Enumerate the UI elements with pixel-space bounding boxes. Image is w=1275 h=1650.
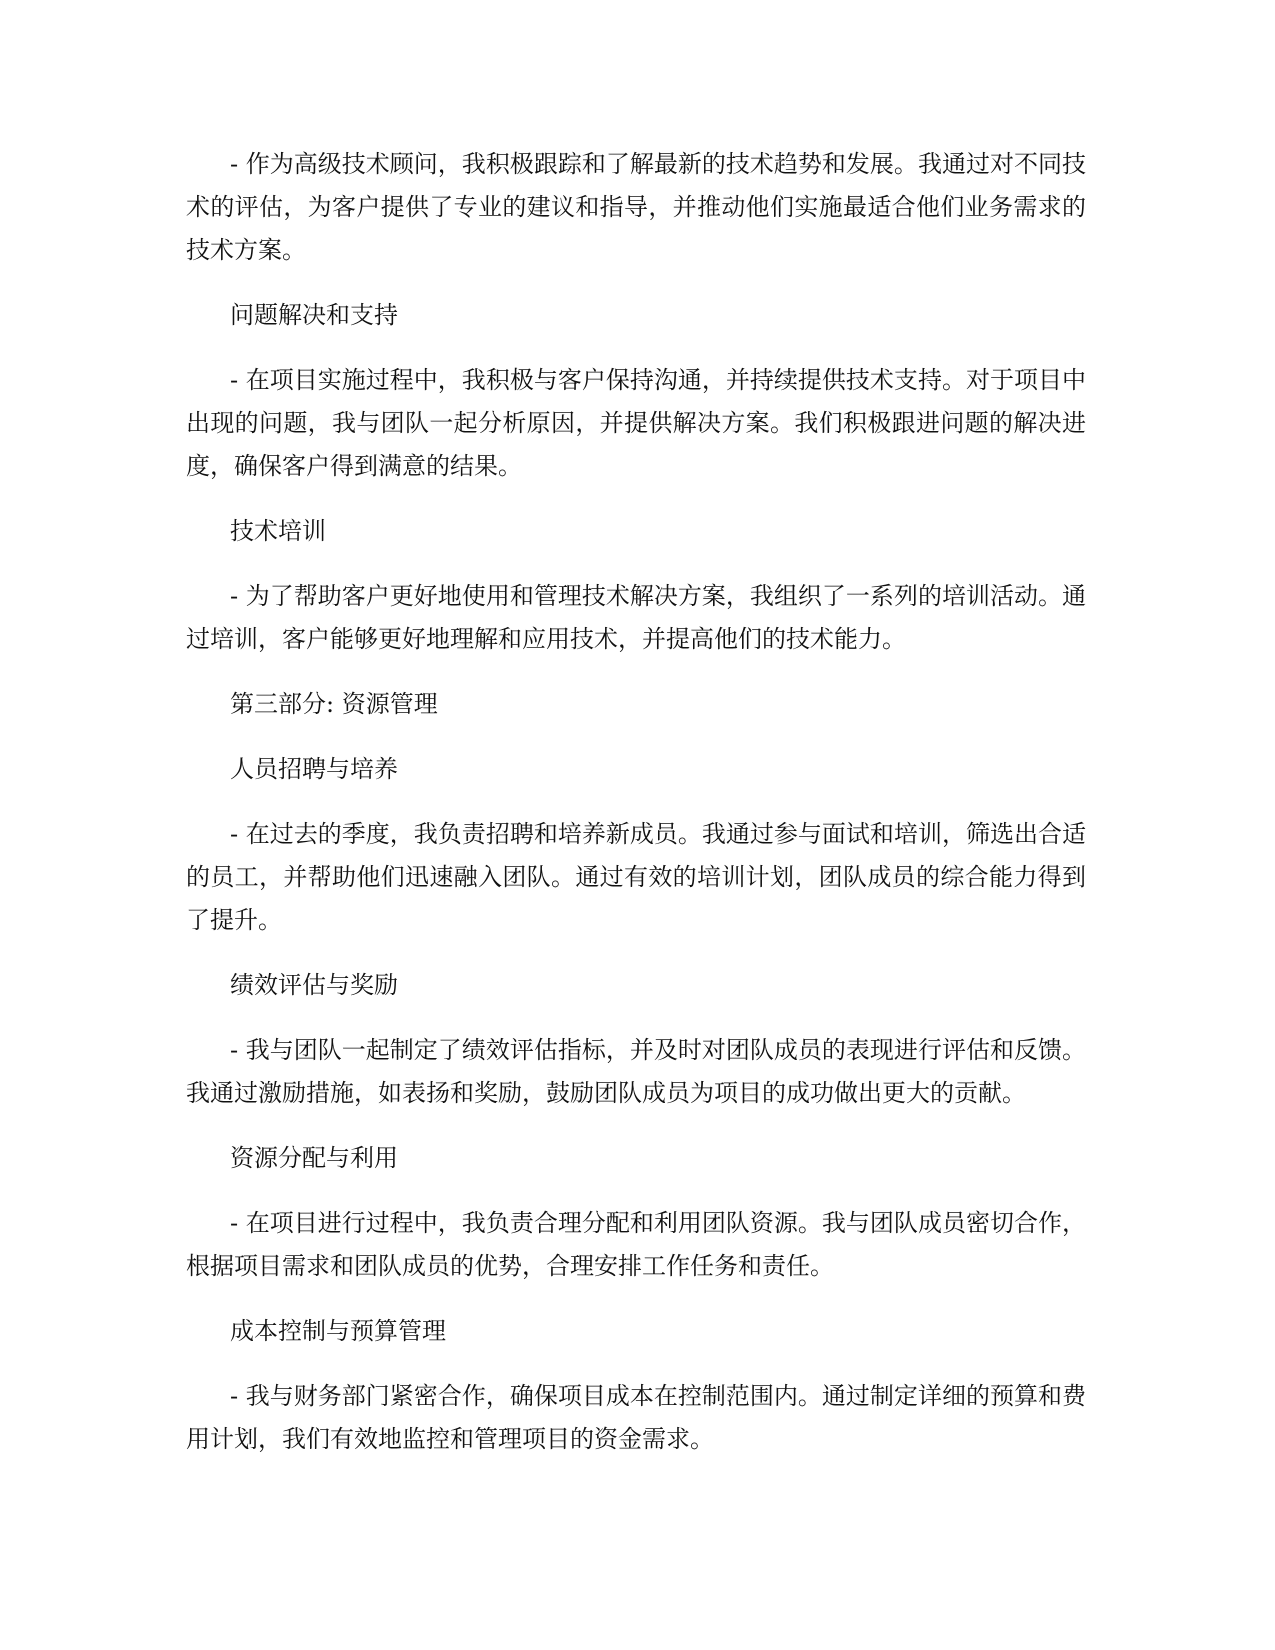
paragraph-problem-solving: - 在项目实施过程中，我积极与客户保持沟通，并持续提供技术支持。对于项目中出现的问题，我与团队一起分析原因，并提供解决方案。我们积极跟进问题的解决进度，确保客户得到满意的结果。 [186, 366, 1086, 480]
paragraph-resource-allocation: - 在项目进行过程中，我负责合理分配和利用团队资源。我与团队成员密切合作，根据项目需求和团队成员的优势，合理安排工作任务和责任。 [186, 1209, 1086, 1280]
document-page [186, 143, 1086, 1461]
heading-problem-solving: 问题解决和支持 [230, 301, 398, 329]
paragraph-tech-training: - 为了帮助客户更好地使用和管理技术解决方案，我组织了一系列的培训活动。通过培训，客户能够更好地理解和应用技术，并提高他们的技术能力。 [186, 582, 1086, 653]
heading-performance: 绩效评估与奖励 [230, 971, 398, 999]
heading-cost-control: 成本控制与预算管理 [230, 1317, 446, 1345]
paragraph-tech-consulting: - 作为高级技术顾问，我积极跟踪和了解最新的技术趋势和发展。我通过对不同技术的评估，为客户提供了专业的建议和指导，并推动他们实施最适合他们业务需求的技术方案。 [186, 150, 1086, 264]
heading-resource-allocation: 资源分配与利用 [230, 1144, 398, 1172]
paragraph-recruitment: - 在过去的季度，我负责招聘和培养新成员。我通过参与面试和培训，筛选出合适的员工，并帮助他们迅速融入团队。通过有效的培训计划，团队成员的综合能力得到了提升。 [186, 820, 1086, 934]
paragraph-cost-control: - 我与财务部门紧密合作，确保项目成本在控制范围内。通过制定详细的预算和费用计划，我们有效地监控和管理项目的资金需求。 [186, 1382, 1086, 1453]
heading-part-three: 第三部分: 资源管理 [230, 690, 438, 718]
heading-recruitment: 人员招聘与培养 [230, 755, 398, 783]
heading-tech-training: 技术培训 [230, 517, 326, 545]
paragraph-performance: - 我与团队一起制定了绩效评估指标，并及时对团队成员的表现进行评估和反馈。我通过激励措施，如表扬和奖励，鼓励团队成员为项目的成功做出更大的贡献。 [186, 1036, 1086, 1107]
